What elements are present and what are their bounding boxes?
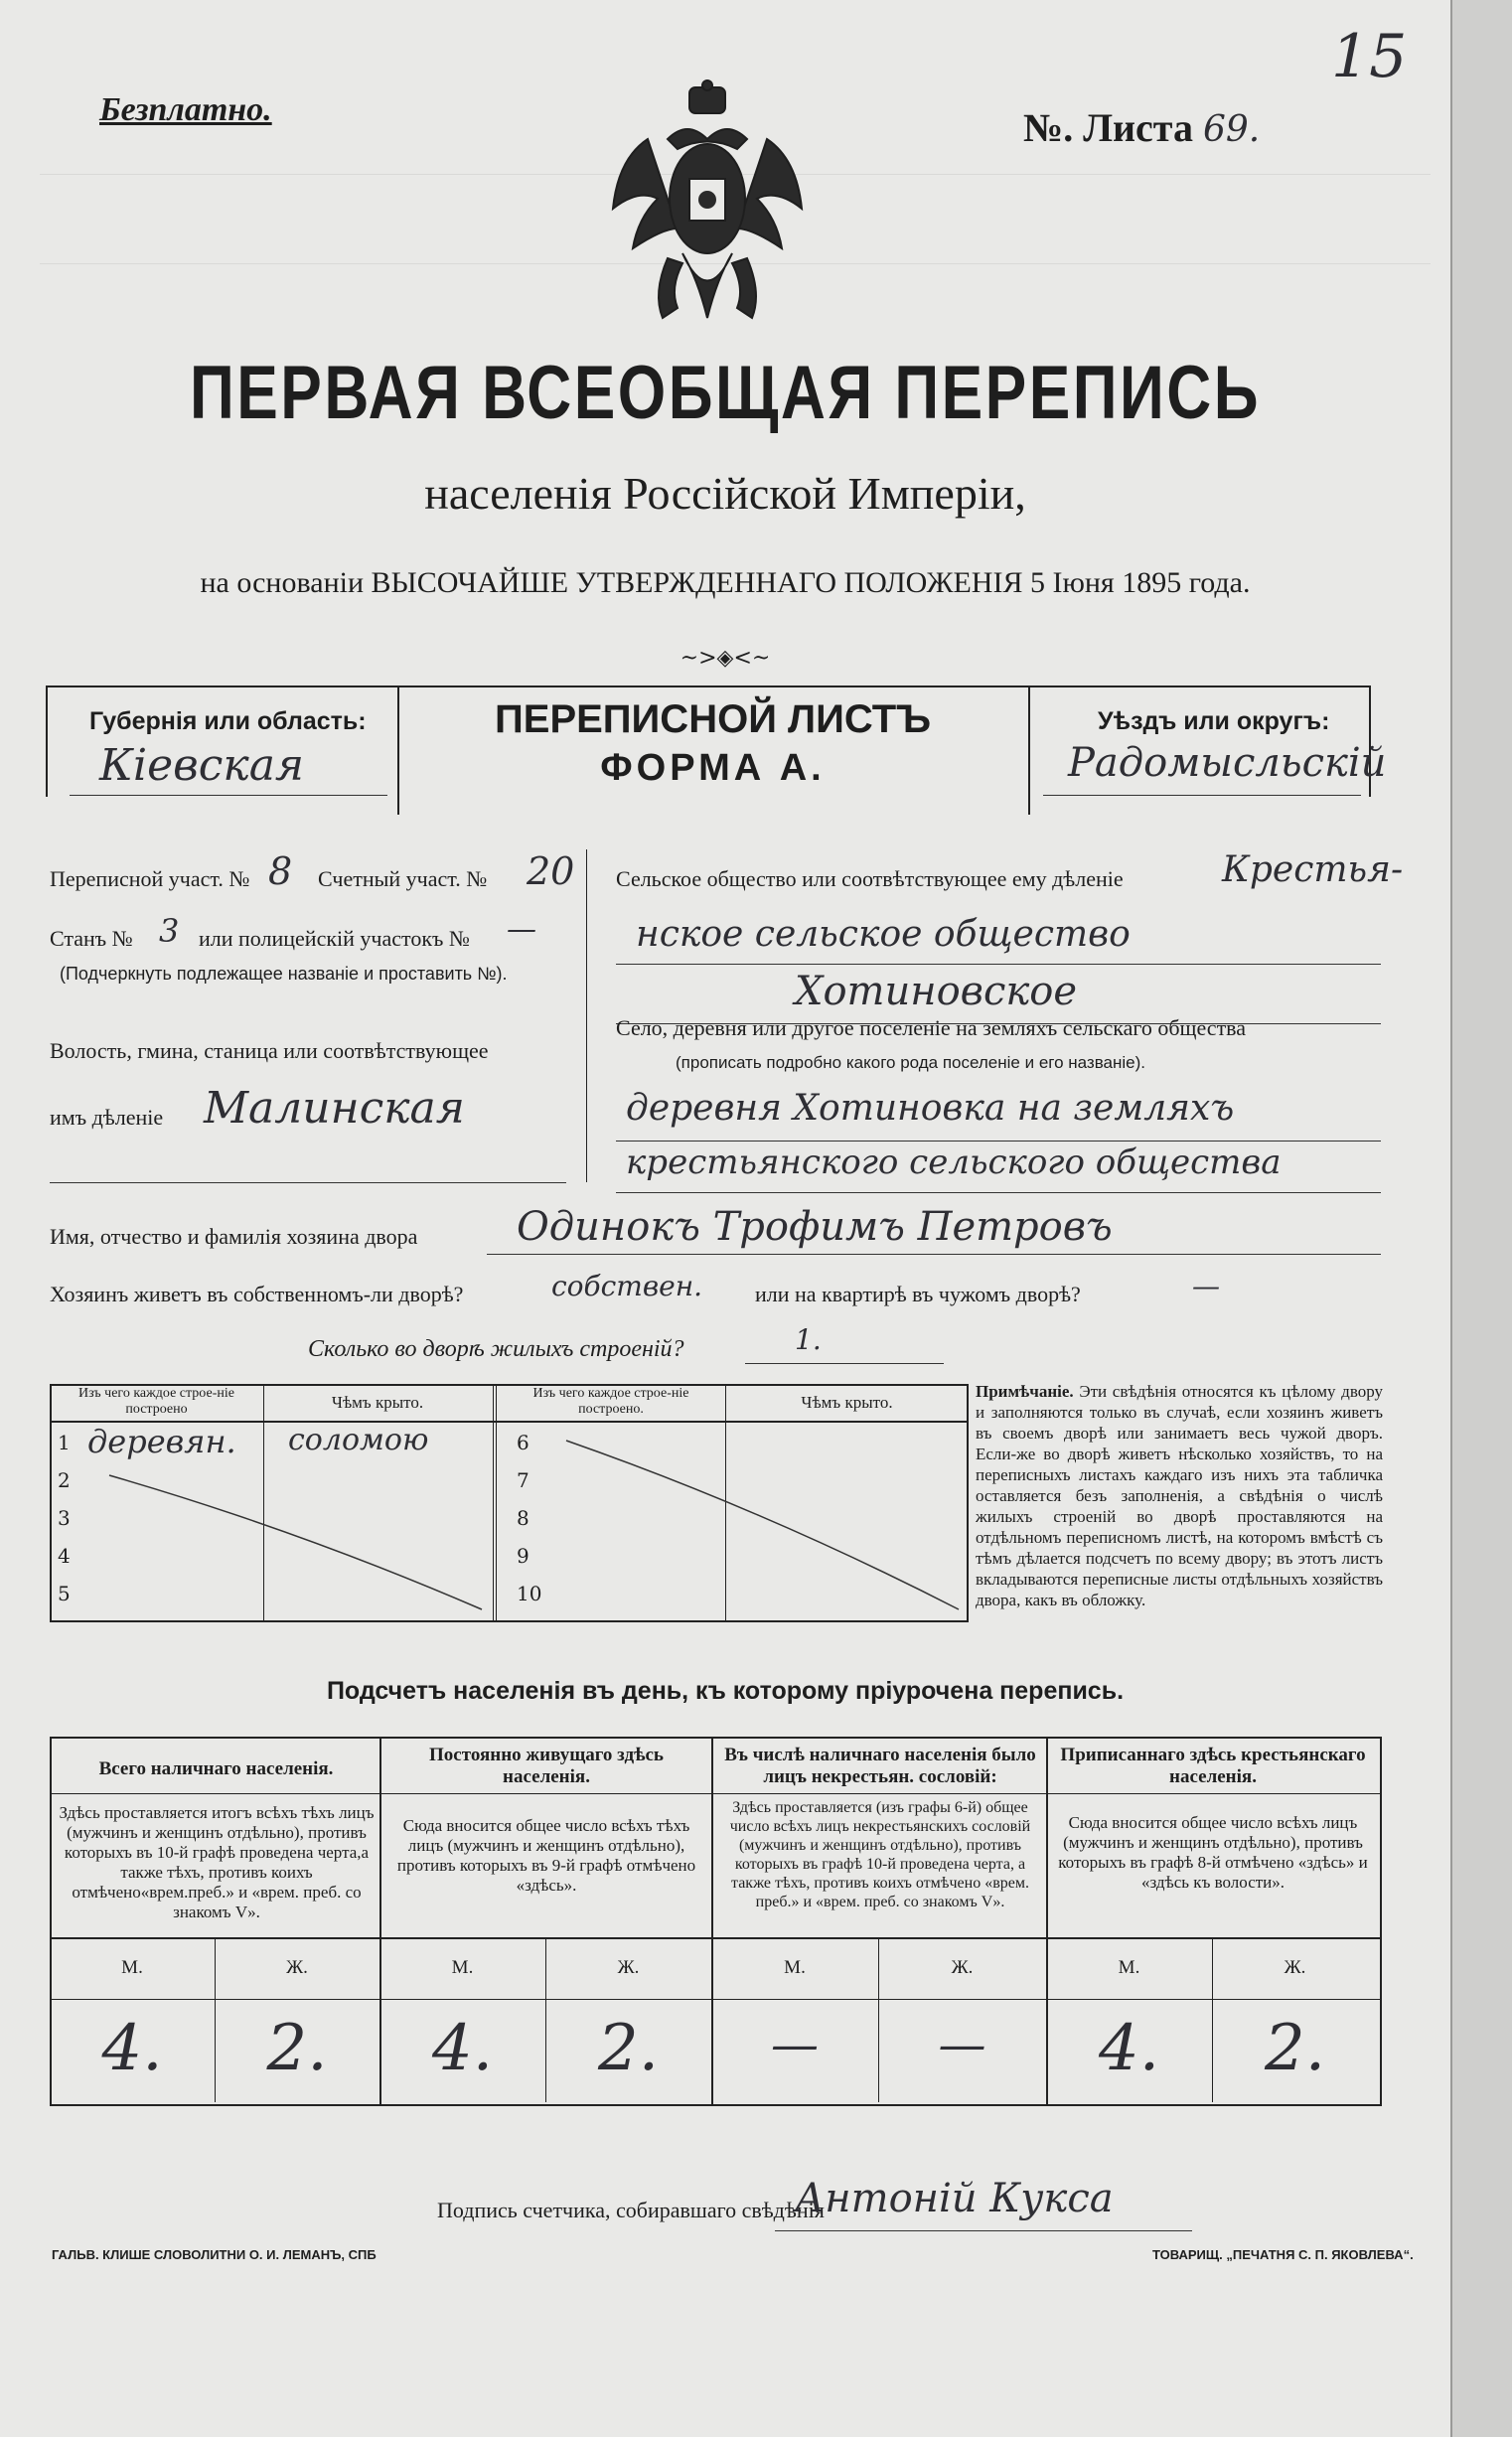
subtitle: населенія Россійской Имперіи, <box>424 468 1026 519</box>
count-col4-m-value: 4. <box>1098 2012 1160 2085</box>
row-number: 6 <box>517 1431 529 1454</box>
count-table-header-line <box>50 1793 1382 1794</box>
count-col2-f-value: 2. <box>597 2012 660 2085</box>
buildings-strike-lines <box>50 1421 969 1619</box>
row-number: 8 <box>517 1506 529 1530</box>
row-number: 9 <box>517 1544 529 1568</box>
society-underline-2 <box>616 964 1381 965</box>
signature-value: Антоній Кукса <box>795 2176 1114 2221</box>
free-label: Безплатно. <box>99 91 272 128</box>
row-number: 2 <box>58 1468 71 1492</box>
owner-name-underline <box>487 1254 1381 1255</box>
stan-note: (Подчеркнуть подлежащее названіе и проставить №). <box>60 964 508 984</box>
main-title: ПЕРВАЯ ВСЕОБЩАЯ ПЕРЕПИСЬ <box>190 351 1261 435</box>
owner-name-label: Имя, отчество и фамилія хозяина двора <box>50 1224 418 1249</box>
volost-value: Малинская <box>204 1083 465 1134</box>
village-label: Село, деревня или другое поселеніе на земляхъ сельскаго общества <box>616 1015 1247 1040</box>
row-number: 3 <box>58 1506 71 1530</box>
count-col4-f-value: 2. <box>1264 2012 1326 2085</box>
count-col4-f-label: Ж. <box>1284 1957 1306 1978</box>
owner-rent-label: или на квартирѣ въ чужомъ дворѣ? <box>755 1282 1081 1306</box>
society-label: Сельское общество или соотвѣтствующее ему дѣленіе <box>616 866 1124 891</box>
count-section-value: 20 <box>527 849 575 893</box>
stan-label: Станъ № <box>50 926 133 951</box>
society-value-3: Хотиновское <box>795 969 1078 1014</box>
count-section-label: Счетный участ. № <box>318 866 488 891</box>
count-col4-desc: Сюда вносится общее число всѣхъ лицъ (мужчинъ и женщинъ отдѣльно), противъ которыхъ въ графѣ 8-й отмѣчено «здѣсь» и «здѣсь къ волости». <box>1058 1813 1368 1892</box>
volost-label-2: имъ дѣленіе <box>50 1105 164 1130</box>
row1-material: деревян. <box>87 1423 236 1460</box>
count-col2-m-label: М. <box>451 1957 474 1978</box>
buildings-col-material: Изъ чего каждое строе-ніе построено <box>78 1386 234 1417</box>
count-col1-m-value: 4. <box>101 2012 163 2085</box>
count-col2-header: Постоянно живущаго здѣсь населенія. <box>429 1745 664 1787</box>
census-section-label: Переписной участ. № <box>50 866 250 891</box>
volost-label-1: Волость, гмина, станица или соотвѣтствующее <box>50 1038 489 1063</box>
fields-column-divider <box>586 849 587 1182</box>
count-col3-header: Въ числѣ наличнаго населенія было лицъ некрестьян. сословій: <box>724 1745 1036 1787</box>
signature-underline <box>775 2230 1192 2231</box>
form-subtitle: ФОРМА А. <box>600 747 826 789</box>
village-underline-1 <box>616 1141 1381 1142</box>
sheet-number-label <box>1023 104 1260 151</box>
count-col2-f-label: Ж. <box>617 1957 640 1978</box>
double-headed-eagle-emblem <box>608 79 807 338</box>
owner-name-value: Одинокъ Трофимъ Петровъ <box>517 1204 1113 1250</box>
buildings-col-roof: Чѣмъ крыто. <box>331 1393 424 1412</box>
note-block <box>976 1381 1383 1610</box>
signature-label: Подпись счетчика, собиравшаго свѣдѣнія <box>437 2198 825 2222</box>
count-col1-header: Всего наличнаго населенія. <box>98 1758 334 1779</box>
row-number: 1 <box>58 1431 71 1454</box>
owner-lives-label: Хозяинъ живетъ въ собственномъ-ли дворѣ? <box>50 1282 464 1306</box>
volost-underline <box>50 1182 566 1183</box>
uezd-value: Радомысльскій <box>1068 740 1387 786</box>
village-note: (прописать подробно какого рода поселеніе и его названіе). <box>676 1053 1146 1072</box>
police-label: или полицейскій участокъ № <box>199 926 470 951</box>
count-col1-m-label: М. <box>121 1957 143 1978</box>
note-title: Примѣчаніе. <box>976 1382 1074 1401</box>
row-number: 10 <box>517 1582 542 1605</box>
count-section-title: Подсчетъ населенія въ день, къ которому пріурочена перепись. <box>326 1677 1125 1705</box>
society-value-2: нское сельское общество <box>636 914 1131 955</box>
count-table-mf-line-bottom <box>50 1999 1382 2000</box>
uezd-underline <box>1043 795 1361 796</box>
row-number: 5 <box>58 1582 71 1605</box>
buildings-value: 1. <box>795 1323 822 1356</box>
buildings-underline <box>745 1363 944 1364</box>
count-col2-m-value: 4. <box>431 2012 494 2085</box>
ornament-divider: ~>◈<~ <box>680 646 771 671</box>
gubernia-value: Кіевская <box>99 740 305 791</box>
count-col3-f-label: Ж. <box>951 1957 974 1978</box>
society-value-1: Крестья- <box>1222 849 1404 890</box>
count-col1-f-label: Ж. <box>286 1957 308 1978</box>
sheet-number-value: 69. <box>1202 109 1261 150</box>
count-col1-desc: Здѣсь проставляется итогъ всѣхъ тѣхъ лицъ (мужчинъ и женщинъ отдѣльно), противъ которыхъ въ 10-й графѣ проведена черта,а также тѣхъ, противъ коихъ отмѣчено«врем.преб.» и «врем. преб. со знакомъ V». <box>59 1803 375 1921</box>
uezd-label: Уѣздъ или округъ: <box>1098 707 1330 735</box>
count-col3-desc: Здѣсь проставляется (изъ графы 6-й) общее число всѣхъ лицъ некрестьянскихъ сословій (мужчинъ и женщинъ отдѣльно), противъ которыхъ въ графѣ 10-й проведена черта, а также тѣхъ, противъ коихъ отмѣчено «врем. преб.» и «врем. преб. со знакомъ V». <box>729 1799 1031 1910</box>
buildings-col-material-right: Изъ чего каждое строе-ніе построено. <box>532 1386 689 1417</box>
count-col3-m-value: — <box>771 2017 819 2072</box>
sheet-label-text: №. Листа <box>1023 105 1193 150</box>
form-header-divider-right <box>1028 685 1030 815</box>
footer-right: ТОВАРИЩ. „ПЕЧАТНЯ С. П. ЯКОВЛЕВА“. <box>1152 2247 1414 2262</box>
village-underline-2 <box>616 1192 1381 1193</box>
count-col2-desc: Сюда вносится общее число всѣхъ тѣхъ лицъ (мужчинъ и женщинъ отдѣльно), противъ которыхъ въ 9-й графѣ отмѣчено «здѣсь». <box>396 1816 696 1895</box>
count-col3-f-value: — <box>938 2017 986 2072</box>
note-text: Эти свѣдѣнія относятся къ цѣлому двору и заполняются только въ случаѣ, если хозяинъ живетъ въ своемъ дворѣ или занимаетъ весь чужой дворъ. Если-же во дворѣ живетъ нѣсколько хозяйствъ, то на переписныхъ листахъ каждаго изъ нихъ эта табличка оставляется безъ заполненія, а свѣдѣнія о числѣ жилыхъ строеній во дворѣ проставляются на отдѣльномъ переписномъ листѣ, на которомъ вмѣстѣ съ тѣмъ дѣлается подсчетъ по всему двору; въ этотъ листъ вкладываются переписные листы отдѣльныхъ хозяйствъ двора, какъ въ обложку. <box>976 1382 1384 1609</box>
count-col1-f-value: 2. <box>266 2012 328 2085</box>
gubernia-label: Губернія или область: <box>89 707 367 735</box>
form-title: ПЕРЕПИСНОЙ ЛИСТЪ <box>495 697 931 741</box>
buildings-col-roof-right: Чѣмъ крыто. <box>801 1393 893 1412</box>
count-col4-header: Приписаннаго здѣсь крестьянскаго населенія. <box>1060 1745 1366 1787</box>
row-number: 4 <box>58 1544 71 1568</box>
village-value-1: деревня Хотиновка на земляхъ <box>626 1088 1235 1129</box>
police-value: — <box>507 912 536 947</box>
buildings-label: Сколько во дворѣ жилыхъ строеній? <box>308 1336 684 1362</box>
basis-line: на основаніи ВЫСОЧАЙШЕ УТВЕРЖДЕННАГО ПОЛОЖЕНІЯ 5 Іюня 1895 года. <box>200 566 1251 599</box>
count-col4-m-label: М. <box>1118 1957 1140 1978</box>
row1-roof: соломою <box>288 1423 429 1457</box>
count-col3-m-label: М. <box>784 1957 806 1978</box>
footer-left: ГАЛЬВ. КЛИШЕ СЛОВОЛИТНИ О. И. ЛЕМАНЪ, СПБ <box>52 2247 377 2262</box>
gubernia-underline <box>70 795 387 796</box>
scan-edge <box>1450 0 1512 2437</box>
stan-value: 3 <box>159 912 180 950</box>
village-value-2: крестьянского сельского общества <box>626 1142 1282 1182</box>
census-section-value: 8 <box>268 849 293 893</box>
row-number: 7 <box>517 1468 529 1492</box>
owner-lives-value: собствен. <box>551 1270 703 1302</box>
owner-rent-value: — <box>1192 1270 1220 1302</box>
count-table-mf-line-top <box>50 1937 1382 1939</box>
corner-number: 15 <box>1331 22 1408 91</box>
